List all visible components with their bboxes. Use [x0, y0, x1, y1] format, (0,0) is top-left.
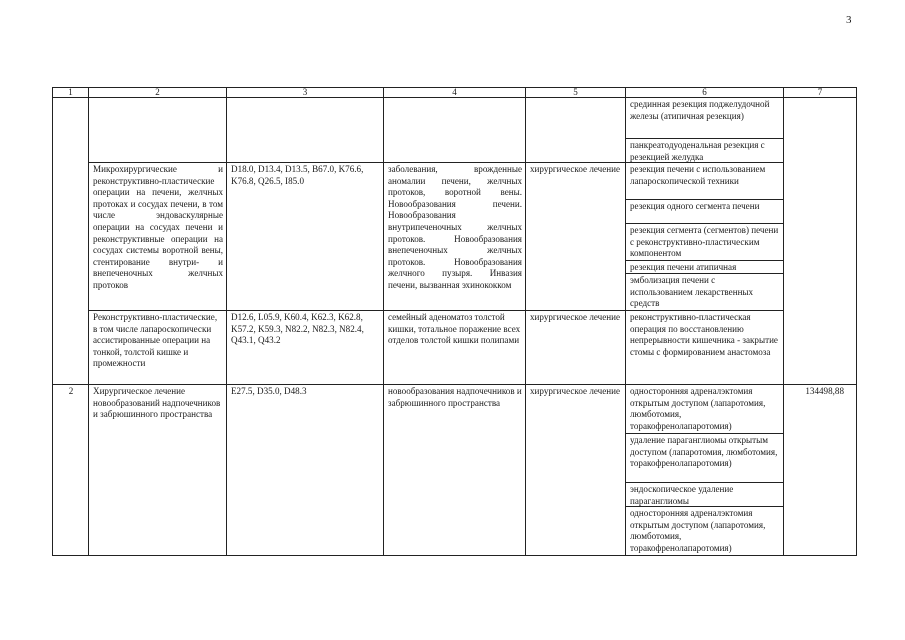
- treatment-method: резекция одного сегмента печени: [626, 200, 783, 224]
- table-row: [53, 385, 857, 556]
- column-header-5: 5: [526, 88, 626, 98]
- treatment-method: резекция печени атипичная: [626, 261, 783, 274]
- row-number-cell: [53, 98, 89, 385]
- table-row: [53, 98, 857, 163]
- column-header-2: 2: [89, 88, 227, 98]
- column-header-3: 3: [227, 88, 384, 98]
- treatment-method: односторонняя адреналэктомия открытым доступом (лапаротомия, люмботомия, торакофренолапаротомия): [630, 508, 766, 553]
- patient-model-cell: семейный аденоматоз толстой кишки, тотальное поражение всех отделов толстой кишки полипами: [384, 311, 526, 385]
- column-header-1: 1: [53, 88, 89, 98]
- treatment-type-cell: [526, 98, 626, 163]
- patient-model-cell: новообразования надпочечников и забрюшинного пространства: [384, 385, 526, 556]
- cost-cell: 134498,88: [784, 385, 857, 556]
- treatment-method: панкреатодуоденальная резекция с резекцией желудка: [630, 140, 765, 162]
- treatment-methods-cell: [626, 311, 784, 385]
- treatment-method: эндоскопическое удаление параганглиомы: [626, 483, 783, 507]
- treatment-methods-cell: [626, 385, 784, 556]
- treatment-type-cell: хирургическое лечение: [526, 163, 626, 311]
- column-header-7: 7: [784, 88, 857, 98]
- care-type-cell: Реконструктивно-пластические, в том числе лапароскопически ассистированные операции на тонкой, толстой кишке и промежности: [89, 311, 227, 385]
- treatment-method: реконструктивно-пластическая операция по восстановлению непрерывности кишечника - закрытие стомы с формированием анастомоза: [630, 312, 778, 357]
- column-header-4: 4: [384, 88, 526, 98]
- icd-codes-cell: E27.5, D35.0, D48.3: [227, 385, 384, 556]
- column-header-6: 6: [626, 88, 784, 98]
- care-type-cell: Микрохирургические и реконструктивно-пластические операции на печени, желчных протоках и сосудах печени, в том числе эндоваскулярные операции на сосудах печени и реконструктивные операции на сосудах системы воротной вены, стентирование внутри- и внепеченочных желчных протоков: [89, 163, 227, 311]
- treatment-methods-cell: [626, 98, 784, 163]
- treatment-method: резекция сегмента (сегментов) печени с реконструктивно-пластическим компонентом: [626, 224, 783, 261]
- treatment-method: срединная резекция поджелудочной железы (атипичная резекция): [626, 98, 783, 139]
- treatment-method: эмболизация печени с использованием лекарственных средств: [630, 275, 754, 309]
- treatment-type-cell: хирургическое лечение: [526, 311, 626, 385]
- icd-codes-cell: D18.0, D13.4, D13.5, B67.0, K76.6, K76.8, Q26.5, I85.0: [227, 163, 384, 311]
- page-number: 3: [846, 14, 852, 26]
- care-type-cell: Хирургическое лечение новообразований надпочечников и забрюшинного пространства: [89, 385, 227, 556]
- table-row: [53, 311, 857, 385]
- care-type-cell: [89, 98, 227, 163]
- icd-codes-cell: [227, 98, 384, 163]
- treatment-type-cell: хирургическое лечение: [526, 385, 626, 556]
- row-number-cell: 2: [53, 385, 89, 556]
- treatment-methods-cell: [626, 163, 784, 311]
- table-header-row: [53, 88, 857, 98]
- treatment-method: односторонняя адреналэктомия открытым доступом (лапаротомия, люмботомия, торакофренолапаротомия): [626, 385, 783, 434]
- patient-model-cell: [384, 98, 526, 163]
- icd-codes-cell: D12.6, L05.9, K60.4, K62.3, K62.8, K57.2, K59.3, N82.2, N82.3, N82.4, Q43.1, Q43.2: [227, 311, 384, 385]
- medical-care-table: [52, 87, 857, 556]
- table-row: [53, 163, 857, 311]
- cost-cell: [784, 98, 857, 385]
- treatment-method: удаление параганглиомы открытым доступом (лапаротомия, люмботомия, торакофренолапаротомия): [626, 434, 783, 483]
- treatment-method: резекция печени с использованием лапароскопической техники: [626, 163, 783, 200]
- patient-model-cell: заболевания, врожденные аномалии печени, желчных протоков, воротной вены. Новообразования печени. Новообразования внутрипеченочных желчных протоков. Новообразования внепеченочных желчных протоков. Новообразования желчного пузыря. Инвазия печени, вызванная эхинококком: [384, 163, 526, 311]
